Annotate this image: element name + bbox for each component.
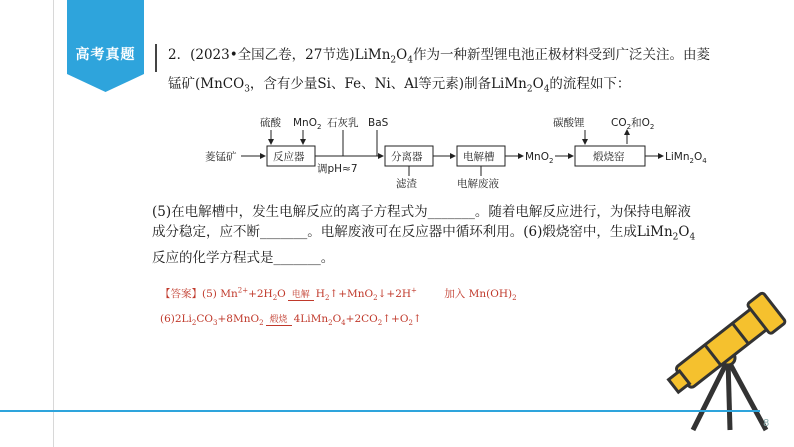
cell-label: 电解槽 [463, 151, 495, 163]
page-number: 8 [763, 418, 770, 429]
final-product: $LiMn_2O_4$ [665, 151, 707, 165]
answer-line-6: $(6)2Li_2CO_3+8MnO_2$ 煅烧 $4LiMn_2O_4+2CO_2↑+O_2↑$ [160, 313, 422, 328]
residue-label: 滤渣 [396, 178, 417, 190]
calcination-condition: 煅烧 [266, 316, 292, 326]
answer-line-5: 【答案】(5) $Mn^{2+}+2H_2O$ 电解 $H_2↑+MnO_2↓+2H^+$ 加入 $Mn(OH)_2$ [160, 286, 517, 303]
flow-start: 菱锰矿 [205, 151, 237, 163]
separator-label: 分离器 [391, 151, 423, 163]
electrolysis-condition: 电解 [288, 291, 314, 301]
left-margin-line [53, 0, 54, 447]
kiln-reagent: 碳酸锂 [553, 117, 585, 129]
kiln-gases: $CO_2$和$O_2$ [611, 117, 655, 131]
footer-bar [0, 410, 760, 412]
part5-question: (5)在电解槽中，发生电解反应的离子方程式为_______。随着电解反应进行，为保持电解液 成分稳定，应不断_______。电解废液可在反应器中循环利用。(6)煅烧窑中，生成$LiMn_2O_4$ 反应的化学方程式是_______。 [152, 204, 696, 266]
question-marker [155, 44, 157, 72]
reagent-lime: 石灰乳 [327, 117, 359, 129]
question-text: 2．(2023•全国乙卷，27节选)$LiMn_2O_4$作为一种新型锂电池正极材料受到广泛关注。由菱 锰矿(MnCO$_3$，含有少量Si、Fe、Ni、Al等元素)制备$LiMn_2O_4$的流程如下： [168, 47, 710, 95]
reactor-label: 反应器 [273, 151, 305, 163]
reagent-bas: BaS [368, 117, 389, 129]
kiln-label: 煅烧窑 [593, 151, 625, 163]
waste-label: 电解废液 [457, 178, 499, 190]
mid-product: MnO$_2$ [525, 151, 554, 165]
ph-label: 调pH≈7 [317, 163, 358, 175]
badge-label: 高考真题 [75, 47, 136, 63]
reagent-mno2: MnO$_2$ [293, 117, 322, 131]
process-flow-diagram [205, 110, 725, 190]
reagent-acid: 硫酸 [260, 117, 281, 129]
